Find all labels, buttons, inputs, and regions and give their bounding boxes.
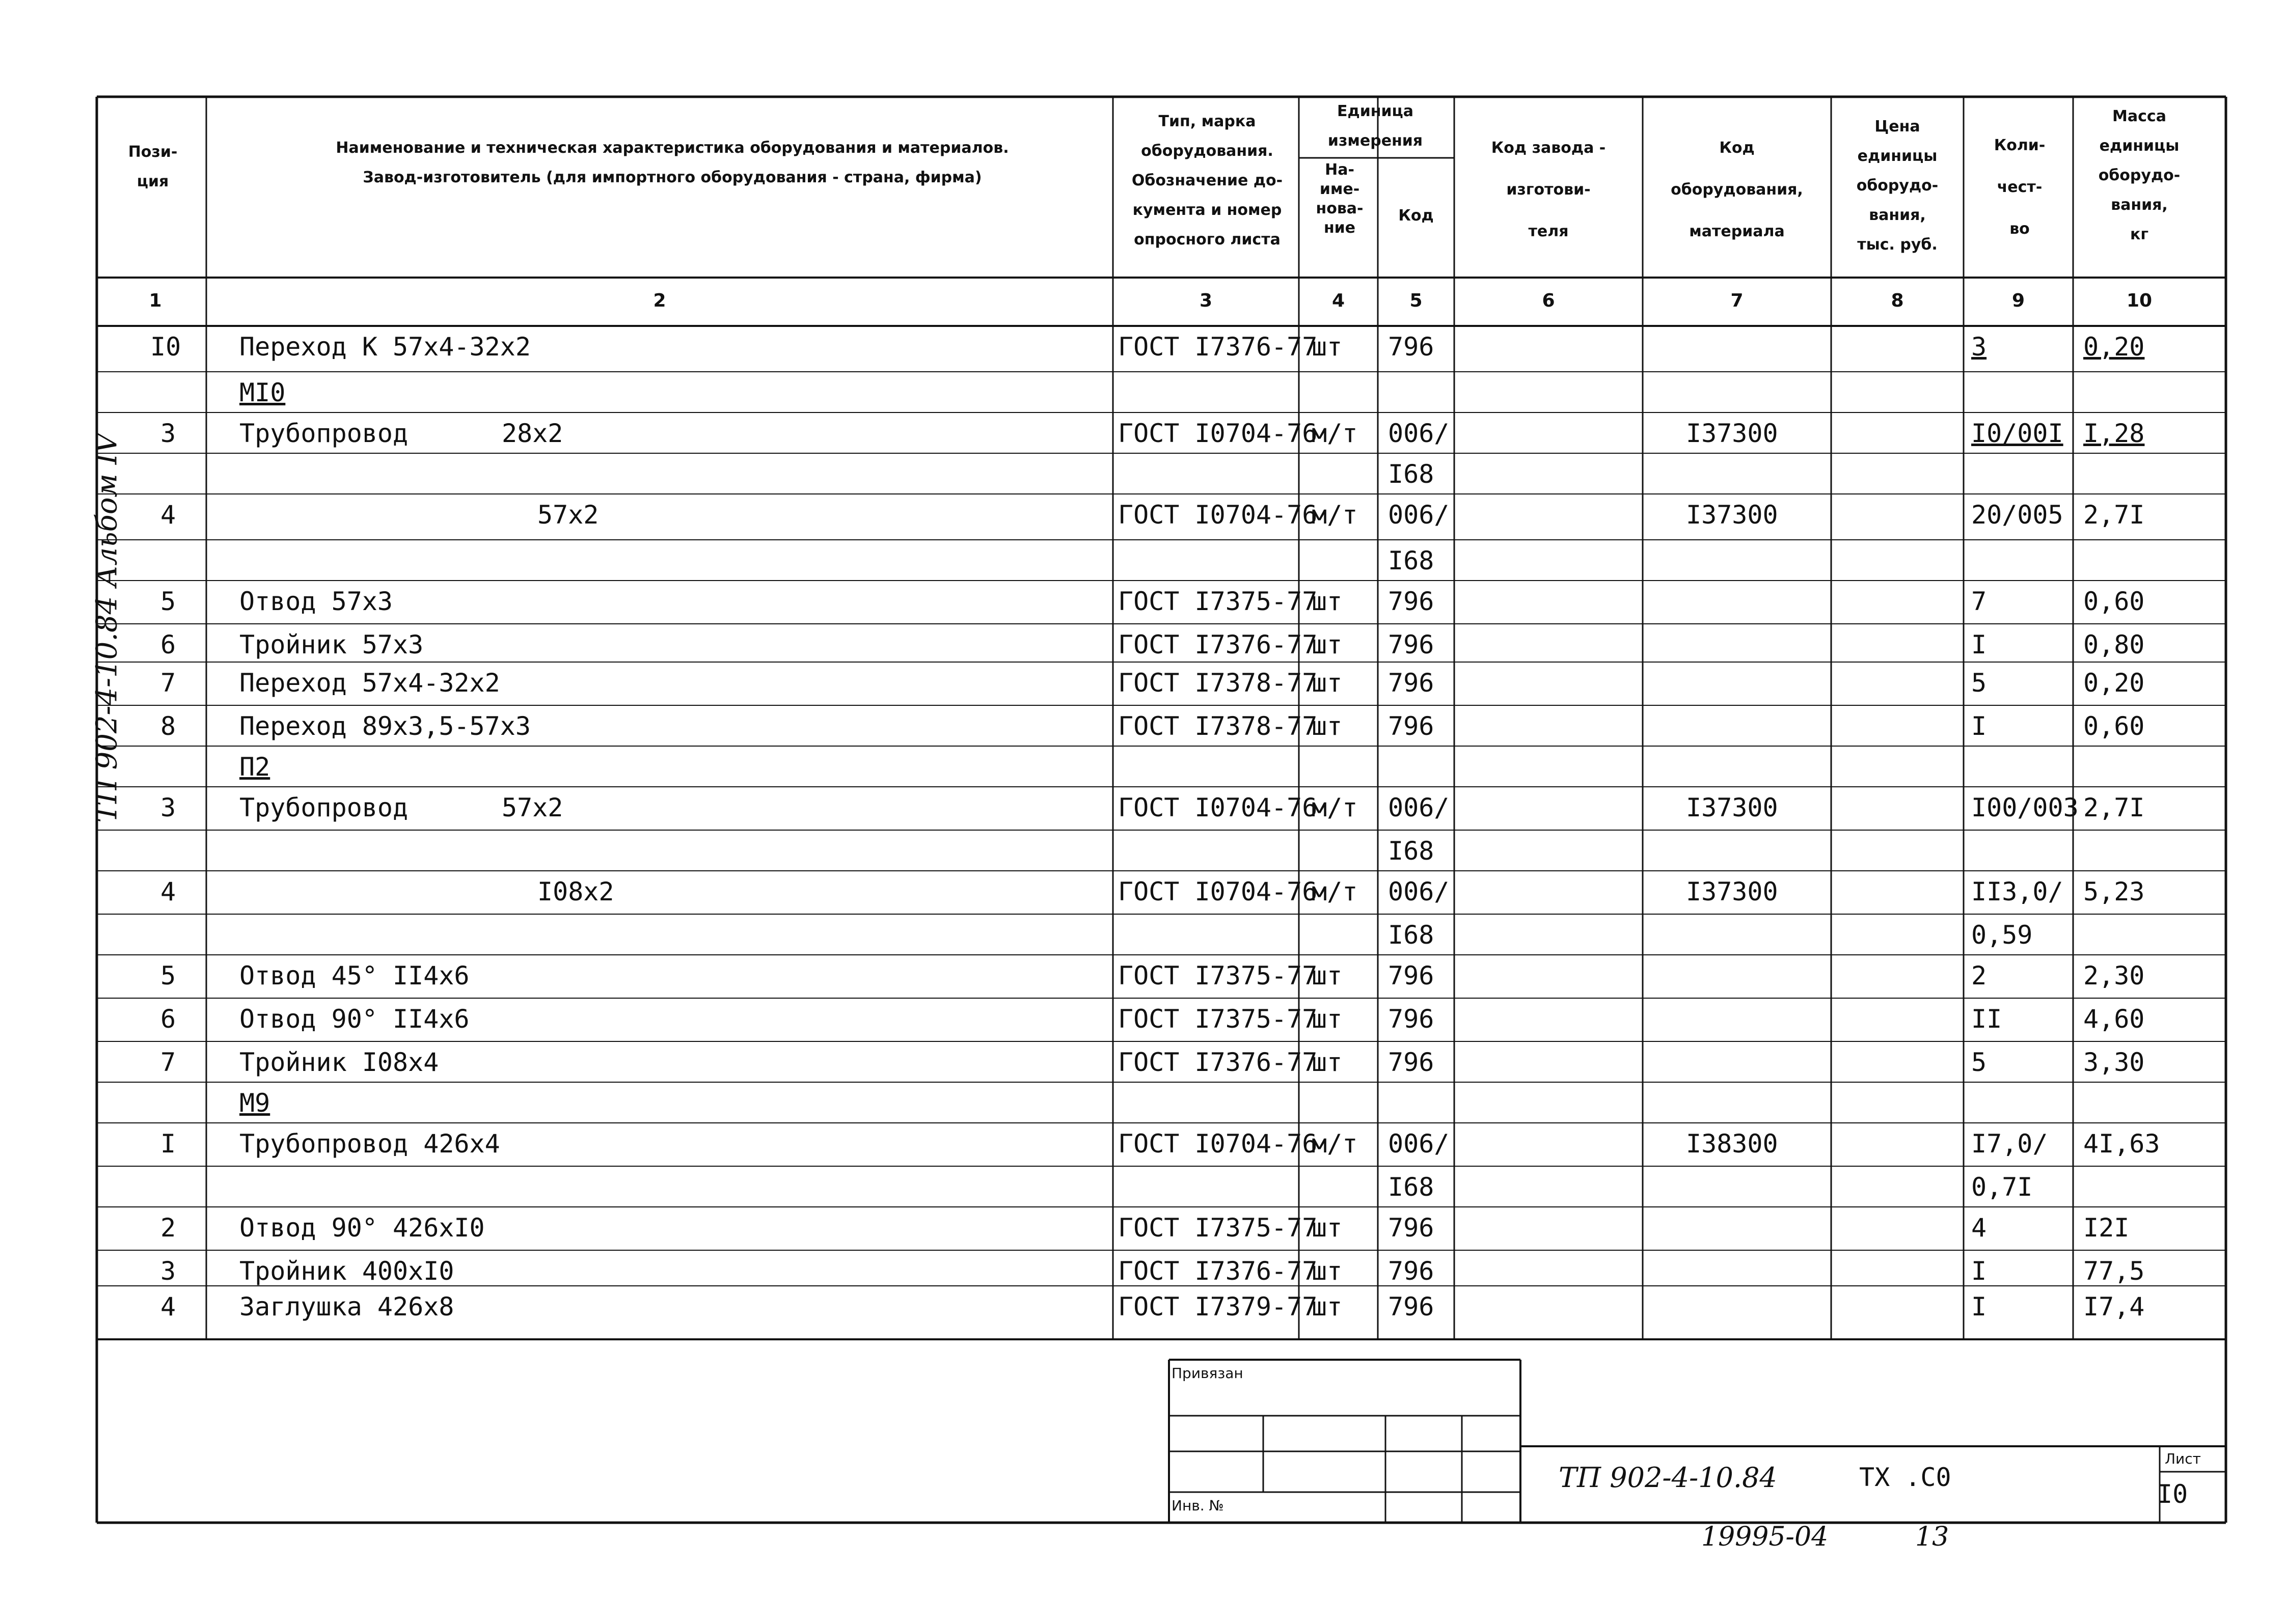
unit-name-cell: шт — [1312, 1213, 1343, 1243]
column-number-9: 9 — [2011, 290, 2025, 311]
position-cell: 4 — [160, 1292, 176, 1322]
quantity-cell: I — [1971, 630, 1987, 659]
unit-code-cell: 796 — [1388, 961, 1434, 990]
quantity-cell: II3,0/ — [1971, 877, 2063, 906]
material-code-cell: I38300 — [1686, 1129, 1778, 1159]
unit-name-cell: шт — [1312, 1048, 1343, 1077]
document-cell: ГОСТ I7376-77 — [1118, 630, 1318, 659]
header-name: Наименование и техническая характеристика оборудования и материалов. Завод-изготовитель (для импортного оборудования - страна, фирма) — [336, 139, 1009, 186]
document-cell: ГОСТ I7378-77 — [1118, 711, 1318, 741]
section-label: П2 — [239, 752, 270, 782]
unit-code-cell: 796 — [1388, 1213, 1434, 1243]
mass-cell: 3,30 — [2083, 1048, 2145, 1077]
header-unit-name: На- име- нова- ние — [1316, 161, 1364, 237]
position-cell: 6 — [160, 630, 176, 659]
quantity-cell: 5 — [1971, 1048, 1987, 1077]
mass-cell: 0,20 — [2083, 668, 2145, 698]
document-cell: ГОСТ I7378-77 — [1118, 668, 1318, 698]
unit-name-cell: шт — [1312, 587, 1343, 616]
quantity-cell: II — [1971, 1004, 2002, 1034]
size-cell: 57х2 — [502, 793, 563, 822]
unit-code-cell: 796 — [1388, 1256, 1434, 1286]
mass-cell: I7,4 — [2083, 1292, 2145, 1322]
mass-cell: 0,20 — [2083, 332, 2145, 362]
position-cell: 3 — [160, 419, 176, 448]
quantity-cell: 2 — [1971, 961, 1987, 990]
size-cell: I08х2 — [537, 877, 614, 906]
unit-code-cell: I68 — [1388, 1172, 1434, 1202]
name-cell: Отвод 57х3 — [239, 587, 393, 616]
name-cell: Трубопровод — [239, 419, 409, 448]
stamp-doc-code: ТП 902-4-10.84 — [1559, 1462, 1777, 1494]
unit-name-cell: м/т — [1312, 877, 1358, 906]
size-cell: 57х2 — [537, 500, 599, 530]
document-cell: ГОСТ I0704-76 — [1118, 793, 1318, 822]
position-cell: 3 — [160, 793, 176, 822]
name-cell: Трубопровод — [239, 793, 409, 822]
unit-code-cell: 796 — [1388, 668, 1434, 698]
name-cell: Заглушка 426х8 — [239, 1292, 454, 1322]
header-material-code: Код оборудования, материала — [1671, 139, 1803, 240]
material-code-cell: I37300 — [1686, 419, 1778, 448]
name-cell: Тройник I08х4 — [239, 1048, 439, 1077]
unit-code-cell: I68 — [1388, 459, 1434, 489]
name-cell: Тройник 57х3 — [239, 630, 424, 659]
document-cell: ГОСТ I7375-77 — [1118, 1213, 1318, 1243]
unit-name-cell: шт — [1312, 1256, 1343, 1286]
unit-code-cell: 006/ — [1388, 419, 1450, 448]
mass-cell: 0,60 — [2083, 587, 2145, 616]
stamp-inv-no: Инв. № — [1172, 1497, 1224, 1514]
column-number-4: 4 — [1331, 290, 1345, 311]
unit-code-cell: I68 — [1388, 836, 1434, 866]
position-cell: 6 — [160, 1004, 176, 1034]
column-number-2: 2 — [653, 290, 666, 311]
document-cell: ГОСТ I7375-77 — [1118, 587, 1318, 616]
header-position: Пози- ция — [128, 143, 178, 190]
position-cell: 2 — [160, 1213, 176, 1243]
unit-code-cell: 006/ — [1388, 793, 1450, 822]
header-price: Цена единицы оборудо- вания, тыс. руб. — [1856, 118, 1939, 254]
header-type: Тип, марка оборудования. Обозначение до- кумента и номер опросного листа — [1131, 113, 1283, 249]
position-cell: 8 — [160, 711, 176, 741]
position-cell: 7 — [160, 668, 176, 698]
unit-name-cell: шт — [1312, 711, 1343, 741]
position-cell: 7 — [160, 1048, 176, 1077]
mass-cell: 77,5 — [2083, 1256, 2145, 1286]
mass-cell: I2I — [2083, 1213, 2130, 1243]
unit-name-cell: шт — [1312, 961, 1343, 990]
stamp-privyazan: Привязан — [1172, 1365, 1243, 1382]
stamp-doc-suffix: ТХ .С0 — [1859, 1463, 1951, 1492]
name-cell: Переход 89х3,5-57х3 — [239, 711, 531, 741]
quantity-cell: 4 — [1971, 1213, 1987, 1243]
mass-cell: I,28 — [2083, 419, 2145, 448]
column-number-6: 6 — [1542, 290, 1555, 311]
document-cell: ГОСТ I7375-77 — [1118, 961, 1318, 990]
unit-code-cell: 796 — [1388, 711, 1434, 741]
unit-name-cell: м/т — [1312, 1129, 1358, 1159]
mass-cell: 0,80 — [2083, 630, 2145, 659]
unit-code-cell: 796 — [1388, 332, 1434, 362]
unit-name-cell: м/т — [1312, 793, 1358, 822]
position-cell: 4 — [160, 500, 176, 530]
quantity-cell: I — [1971, 711, 1987, 741]
unit-code-cell: 796 — [1388, 587, 1434, 616]
header-unit: Единица измерения — [1327, 102, 1423, 150]
mass-cell: 4,60 — [2083, 1004, 2145, 1034]
unit-code-cell: 796 — [1388, 630, 1434, 659]
column-number-5: 5 — [1409, 290, 1423, 311]
unit-name-cell: м/т — [1312, 419, 1358, 448]
position-cell: 5 — [160, 587, 176, 616]
name-cell: Трубопровод 426х4 — [239, 1129, 500, 1159]
name-cell: Отвод 45° II4х6 — [239, 961, 470, 990]
name-cell: Отвод 90° 426хI0 — [239, 1213, 485, 1243]
unit-code-cell: 006/ — [1388, 1129, 1450, 1159]
quantity-cell: I — [1971, 1256, 1987, 1286]
name-cell: Тройник 400хI0 — [239, 1256, 454, 1286]
mass-cell: 5,23 — [2083, 877, 2145, 906]
mass-cell: 2,7I — [2083, 793, 2145, 822]
section-label: МI0 — [239, 378, 286, 407]
unit-name-cell: шт — [1312, 1004, 1343, 1034]
document-cell: ГОСТ I0704-76 — [1118, 419, 1318, 448]
quantity-cell: 7 — [1971, 587, 1987, 616]
quantity-cell: 3 — [1971, 332, 1987, 362]
document-cell: ГОСТ I7376-77 — [1118, 1048, 1318, 1077]
document-cell: ГОСТ I7376-77 — [1118, 332, 1318, 362]
bottom-page: 13 — [1915, 1522, 1949, 1552]
margin-note: ТП 902-4-10.84 Альбом IV — [90, 432, 124, 823]
document-cell: ГОСТ I7376-77 — [1118, 1256, 1318, 1286]
document-cell: ГОСТ I0704-76 — [1118, 500, 1318, 530]
unit-name-cell: шт — [1312, 332, 1343, 362]
quantity-cell: 0,7I — [1971, 1172, 2033, 1202]
material-code-cell: I37300 — [1686, 500, 1778, 530]
quantity-cell: I00/003 — [1971, 793, 2079, 822]
mass-cell: 2,30 — [2083, 961, 2145, 990]
mass-cell: 0,60 — [2083, 711, 2145, 741]
column-number-1: 1 — [149, 290, 162, 311]
document-cell: ГОСТ I0704-76 — [1118, 1129, 1318, 1159]
column-number-8: 8 — [1891, 290, 1904, 311]
unit-code-cell: 796 — [1388, 1292, 1434, 1322]
mass-cell: 4I,63 — [2083, 1129, 2160, 1159]
position-cell: 4 — [160, 877, 176, 906]
stamp-sheet-label: Лист — [2165, 1450, 2201, 1467]
document-cell: ГОСТ I7375-77 — [1118, 1004, 1318, 1034]
unit-code-cell: 006/ — [1388, 500, 1450, 530]
document-cell: ГОСТ I0704-76 — [1118, 877, 1318, 906]
quantity-cell: 20/005 — [1971, 500, 2063, 530]
material-code-cell: I37300 — [1686, 877, 1778, 906]
header-unit-code: Код — [1398, 207, 1434, 225]
quantity-cell: 0,59 — [1971, 920, 2033, 950]
unit-code-cell: 796 — [1388, 1004, 1434, 1034]
section-label: М9 — [239, 1088, 270, 1118]
quantity-cell: I7,0/ — [1971, 1129, 2048, 1159]
mass-cell: 2,7I — [2083, 500, 2145, 530]
unit-name-cell: шт — [1312, 668, 1343, 698]
column-number-7: 7 — [1730, 290, 1744, 311]
unit-code-cell: 006/ — [1388, 877, 1450, 906]
name-cell: Переход 57х4-32х2 — [239, 668, 500, 698]
bottom-note: 19995-04 — [1701, 1522, 1829, 1552]
unit-name-cell: шт — [1312, 1292, 1343, 1322]
column-number-10: 10 — [2126, 290, 2153, 311]
unit-name-cell: м/т — [1312, 500, 1358, 530]
name-cell: Отвод 90° II4х6 — [239, 1004, 470, 1034]
stamp-sheet-number: I0 — [2157, 1479, 2188, 1509]
document-cell: ГОСТ I7379-77 — [1118, 1292, 1318, 1322]
column-number-3: 3 — [1199, 290, 1213, 311]
header-quantity: Коли- чест- во — [1994, 136, 2046, 238]
name-cell: Переход К 57х4-32х2 — [239, 332, 531, 362]
position-cell: 3 — [160, 1256, 176, 1286]
unit-code-cell: 796 — [1388, 1048, 1434, 1077]
quantity-cell: 5 — [1971, 668, 1987, 698]
material-code-cell: I37300 — [1686, 793, 1778, 822]
position-cell: I — [160, 1129, 176, 1159]
unit-code-cell: I68 — [1388, 920, 1434, 950]
quantity-cell: I — [1971, 1292, 1987, 1322]
position-cell: 5 — [160, 961, 176, 990]
quantity-cell: I0/00I — [1971, 419, 2063, 448]
unit-code-cell: I68 — [1388, 546, 1434, 575]
header-factory-code: Код завода - изготови- теля — [1491, 139, 1606, 240]
header-mass: Масса единицы оборудо- вания, кг — [2098, 107, 2181, 243]
size-cell: 28х2 — [502, 419, 563, 448]
position-cell: I0 — [150, 332, 181, 362]
unit-name-cell: шт — [1312, 630, 1343, 659]
